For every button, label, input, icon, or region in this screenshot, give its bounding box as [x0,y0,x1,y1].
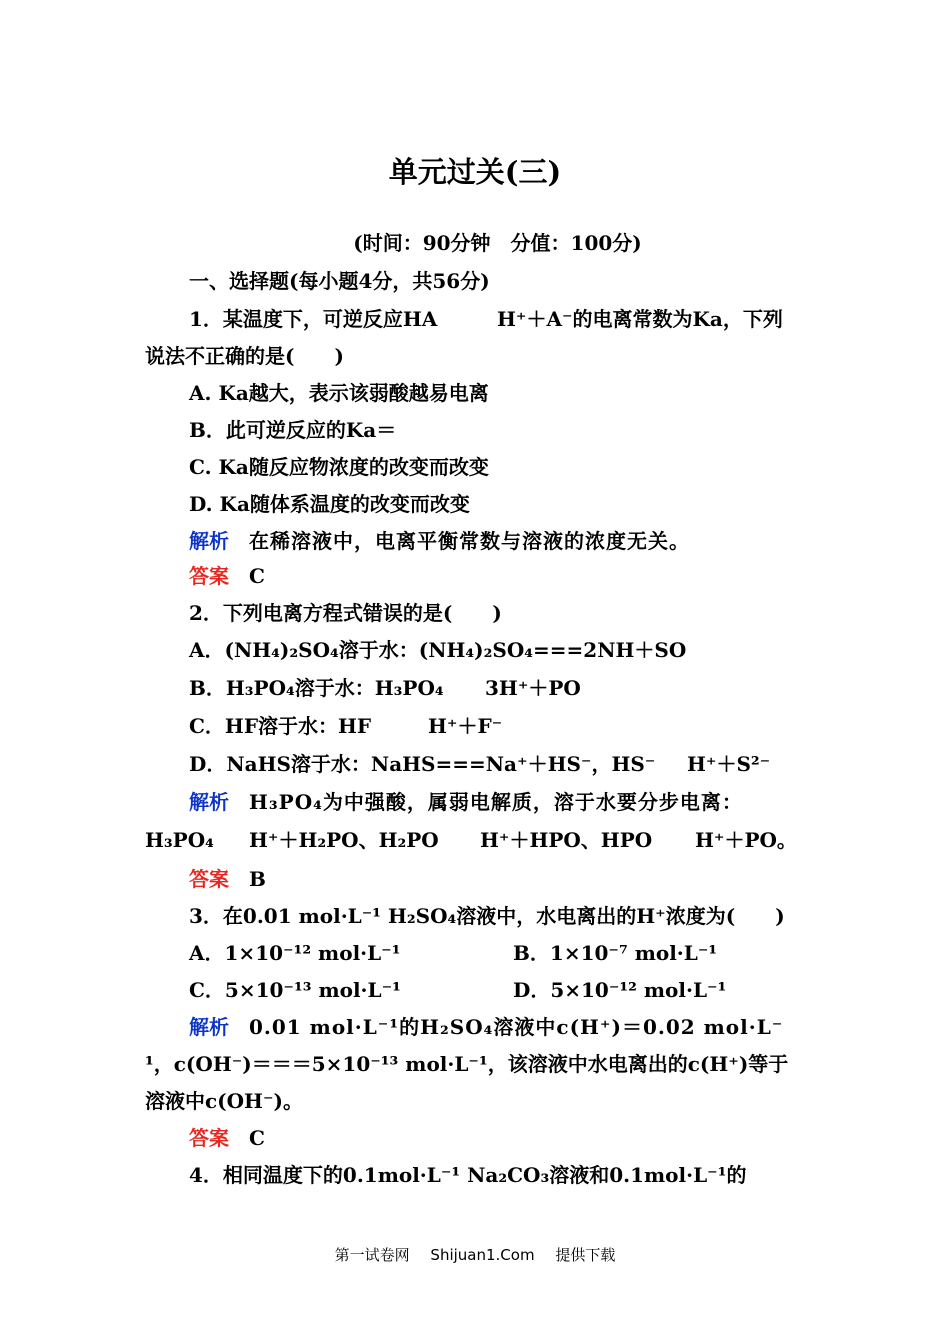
question-4-stem: 4．相同温度下的0.1mol·L⁻¹ Na₂CO₃溶液和0.1mol·L⁻¹的 [189,1163,747,1187]
analysis-label: 解析 [189,790,229,814]
question-2-option-d-right: H⁺＋S²⁻ [687,752,771,776]
question-2-analysis-line2-a: H₃PO₄ [145,828,214,852]
analysis-text: H₃PO₄为中强酸，属弱电解质，溶于水要分步电离： [249,790,743,814]
question-1-answer [189,563,265,589]
question-2-option-c-right: H⁺＋F⁻ [428,714,503,738]
question-2-option-d-left: D．NaHS溶于水：NaHS===Na⁺＋HS⁻，HS⁻ [189,752,656,776]
question-1-stem-a: 1．某温度下，可逆反应HA [189,307,438,331]
question-1-option-a: A. Ka越大，表示该弱酸越易电离 [189,381,489,405]
question-2-analysis-line2-c: H⁺＋HPO、HPO [480,828,653,852]
question-2-option-b-right: 3H⁺＋PO [485,676,581,700]
analysis-text: 0.01 mol·L⁻¹的H₂SO₄溶液中c(H⁺)＝0.02 mol·L⁻ [249,1015,784,1039]
section-heading: 一、选择题(每小题4分，共56分) [189,269,490,293]
question-2-option-c-left: C．HF溶于水：HF [189,714,372,738]
question-1-analysis [189,528,690,554]
answer-label: 答案 [189,564,229,588]
question-1-option-c: C. Ka随反应物浓度的改变而改变 [189,455,489,479]
footer-site: 第一试卷网 [334,1246,410,1264]
answer-value: C [249,1126,265,1150]
footer-domain[interactable]: Shijuan1.Com [430,1246,535,1264]
question-1-option-d: D. Ka随体系温度的改变而改变 [189,492,470,516]
question-3-analysis-line3: 溶液中c(OH⁻)。 [145,1089,303,1113]
question-3-analysis-line2: ¹，c(OH⁻)＝＝＝5×10⁻¹³ mol·L⁻¹，该溶液中水电离出的c(H⁺)等于 [145,1052,789,1076]
analysis-label: 解析 [189,1015,229,1039]
analysis-text: 在稀溶液中，电离平衡常数与溶液的浓度无关。 [249,529,690,553]
question-2-analysis-line2-b: H⁺＋H₂PO、H₂PO [249,828,439,852]
answer-value: B [249,867,266,891]
question-1-stem-b: H⁺＋A⁻的电离常数为Ka，下列 [497,307,783,331]
page-footer [0,1244,950,1265]
question-2-option-a: A．(NH₄)₂SO₄溶于水：(NH₄)₂SO₄===2NH＋SO [189,638,687,662]
answer-label: 答案 [189,1126,229,1150]
question-2-analysis [189,789,743,815]
question-2-stem: 2．下列电离方程式错误的是( ) [189,601,502,625]
question-3-stem: 3．在0.01 mol·L⁻¹ H₂SO₄溶液中，水电离出的H⁺浓度为( ) [189,904,785,928]
analysis-label: 解析 [189,529,229,553]
question-3-option-a: A．1×10⁻¹² mol·L⁻¹ [189,941,401,965]
question-3-analysis [189,1014,783,1040]
answer-label: 答案 [189,867,229,891]
question-1-option-b: B．此可逆反应的Ka＝ [189,418,397,442]
question-3-option-d: D．5×10⁻¹² mol·L⁻¹ [513,978,727,1002]
question-3-answer [189,1125,265,1151]
exam-meta: (时间：90分钟 分值：100分) [353,231,642,255]
question-2-analysis-line2-d: H⁺＋PO。 [695,828,797,852]
question-2-answer [189,866,266,892]
footer-note: 提供下载 [555,1246,616,1264]
question-3-option-b: B．1×10⁻⁷ mol·L⁻¹ [513,941,718,965]
question-1-stem-c: 说法不正确的是( ) [145,344,344,368]
page-title: 单元过关(三) [388,155,562,189]
question-3-option-c: C．5×10⁻¹³ mol·L⁻¹ [189,978,401,1002]
question-2-option-b-left: B．H₃PO₄溶于水：H₃PO₄ [189,676,444,700]
answer-value: C [249,564,265,588]
